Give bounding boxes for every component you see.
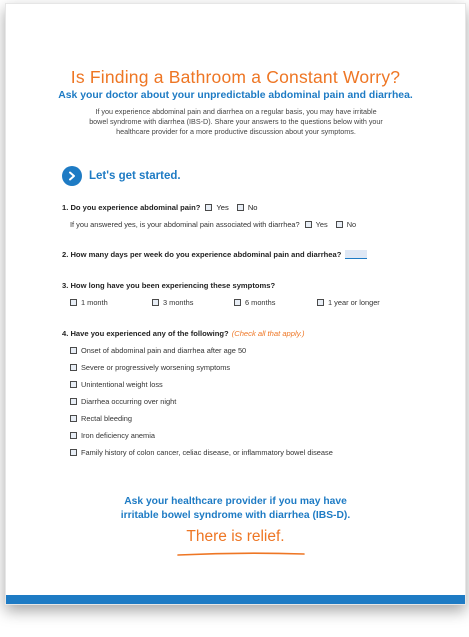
q3-option-3-label: 6 months — [245, 298, 276, 307]
question-2 — [62, 250, 367, 259]
q3-option-4 — [317, 298, 380, 307]
q4-option-6-label: Iron deficiency anemia — [81, 431, 155, 440]
q4-option-4 — [70, 397, 176, 406]
q4-option-4-checkbox[interactable] — [70, 398, 77, 405]
bottom-bar — [6, 595, 465, 604]
q4-option-7-checkbox[interactable] — [70, 449, 77, 456]
check-all-hint: (Check all that apply.) — [231, 329, 305, 338]
q4-option-4-label: Diarrhea occurring over night — [81, 397, 177, 406]
chevron-right-icon — [62, 166, 82, 186]
q3-option-3 — [234, 298, 275, 307]
q3-option-1-label: 1 month — [81, 298, 108, 307]
q3-option-2-label: 3 months — [163, 298, 194, 307]
q1-followup-no-checkbox[interactable] — [336, 221, 343, 228]
question-1-followup-text: If you answered yes, is your abdominal pain associated with diarrhea? — [70, 220, 300, 229]
q4-option-5 — [70, 414, 132, 423]
q1-yes-checkbox[interactable] — [205, 204, 212, 211]
question-1 — [62, 203, 258, 212]
cta-line-1: Ask your healthcare provider if you may have — [124, 496, 347, 507]
question-3 — [62, 281, 275, 290]
q1-yes-label: Yes — [216, 203, 229, 212]
q3-option-4-label: 1 year or longer — [328, 298, 380, 307]
q4-option-1-checkbox[interactable] — [70, 347, 77, 354]
q4-option-3 — [70, 380, 163, 389]
q4-option-3-label: Unintentional weight loss — [81, 380, 163, 389]
q1-followup-no-label: No — [346, 220, 357, 229]
q4-option-5-checkbox[interactable] — [70, 415, 77, 422]
q4-option-2-checkbox[interactable] — [70, 364, 77, 371]
question-1-text: 1. Do you experience abdominal pain? — [62, 203, 201, 212]
q1-followup-yes-label: Yes — [315, 220, 328, 229]
cta-line-2: irritable bowel syndrome with diarrhea (IBS-D). — [120, 510, 351, 521]
questionnaire-page — [5, 3, 466, 605]
q1-no-checkbox[interactable] — [237, 204, 244, 211]
q1-no-label: No — [247, 203, 258, 212]
page-subtitle: Ask your doctor about your unpredictable abdominal pain and diarrhea. — [58, 90, 413, 101]
question-3-text: 3. How long have you been experiencing these symptoms? — [62, 281, 276, 290]
q3-option-3-checkbox[interactable] — [234, 299, 241, 306]
start-label: Let's get started. — [89, 170, 181, 182]
q4-option-2 — [70, 363, 230, 372]
q3-option-2-checkbox[interactable] — [152, 299, 159, 306]
q4-option-7-label: Family history of colon cancer, celiac disease, or inflammatory bowel disease — [81, 448, 333, 457]
intro-paragraph: If you experience abdominal pain and diarrhea on a regular basis, you may have irritable bowel syndrome with diarrhea (IBS-D). Share your answers to the questions below with your healthcare provider for a more productive discussion about your symptoms. — [89, 107, 383, 136]
relief-underline — [176, 551, 306, 557]
q4-option-1 — [70, 346, 246, 355]
q4-option-1-label: Onset of abdominal pain and diarrhea after age 50 — [81, 346, 247, 355]
question-4 — [62, 329, 305, 338]
q4-option-7 — [70, 448, 333, 457]
q3-option-1-checkbox[interactable] — [70, 299, 77, 306]
q3-option-2 — [152, 298, 193, 307]
days-per-week-input[interactable] — [345, 250, 367, 259]
q3-option-4-checkbox[interactable] — [317, 299, 324, 306]
relief-tagline: There is relief. — [186, 528, 285, 545]
cta-text — [6, 495, 465, 523]
q4-option-5-label: Rectal bleeding — [81, 414, 132, 423]
q4-option-6 — [70, 431, 155, 440]
question-4-text: 4. Have you experienced any of the following? — [62, 329, 229, 338]
page-title: Is Finding a Bathroom a Constant Worry? — [70, 67, 401, 87]
q1-followup-yes-checkbox[interactable] — [305, 221, 312, 228]
q4-option-2-label: Severe or progressively worsening symptoms — [81, 363, 231, 372]
question-2-text: 2. How many days per week do you experience abdominal pain and diarrhea? — [62, 250, 342, 259]
lets-get-started-heading — [62, 166, 181, 186]
q4-option-6-checkbox[interactable] — [70, 432, 77, 439]
question-1-followup — [70, 220, 356, 229]
q4-option-3-checkbox[interactable] — [70, 381, 77, 388]
q3-option-1 — [70, 298, 108, 307]
